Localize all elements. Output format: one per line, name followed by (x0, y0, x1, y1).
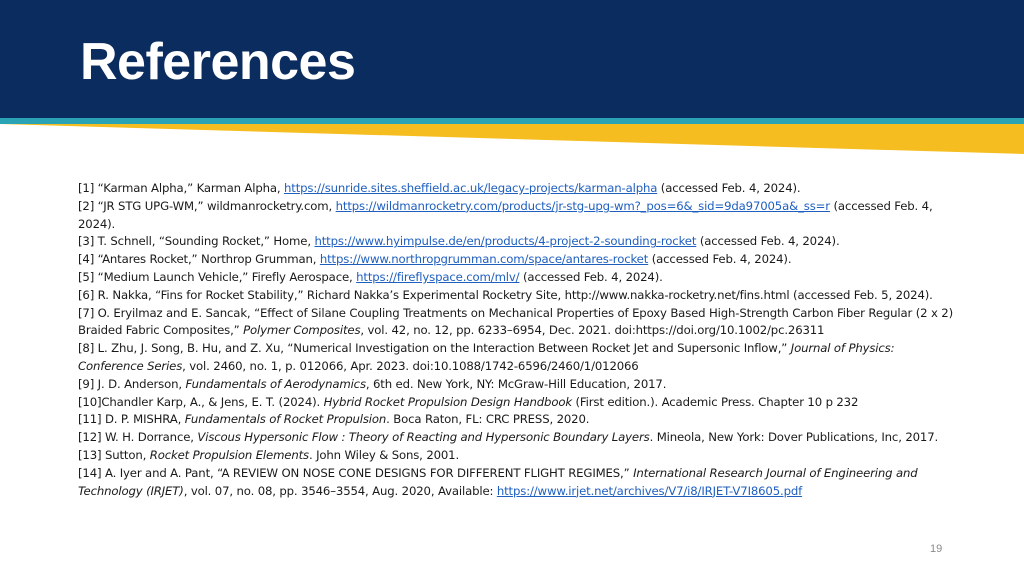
reference-text: (accessed Feb. 4, 2024). (519, 269, 663, 284)
slide-title: References (80, 33, 356, 91)
reference-item (78, 269, 958, 287)
reference-text: (First edition.). Academic Press. Chapter 10 p 232 (571, 394, 859, 409)
reference-text: [1] “Karman Alpha,” Karman Alpha, (78, 181, 285, 195)
reference-item (78, 340, 958, 376)
reference-item (78, 394, 958, 412)
reference-text: [10]Chandler Karp, A., & Jens, E. T. (2024). (78, 394, 324, 409)
reference-item (78, 233, 958, 251)
reference-link[interactable]: https://wildmanrocketry.com/products/jr-stg-upg-wm?_pos=6&_sid=9da97005a&_ss=r (335, 198, 830, 213)
reference-text: [2] “JR STG UPG-WM,” wildmanrocketry.com, (78, 198, 336, 213)
reference-text: , vol. 42, no. 12, pp. 6233–6954, Dec. 2021. doi:https://doi.org/10.1002/pc.26311 (360, 323, 825, 338)
reference-item (78, 465, 958, 501)
reference-text: [13] Sutton, (78, 447, 150, 462)
reference-text: [7] O. Eryilmaz and E. Sancak, “Effect of Silane Coupling Treatments on Mechanical Properties of Epoxy Based High-Strength Carbon Fiber Regular (2 x 2) Braided Fabric Composites,” (78, 305, 954, 338)
teal-stripe (0, 118, 1024, 124)
reference-link[interactable]: https://fireflyspace.com/mlv/ (356, 269, 520, 284)
reference-title-italic: Rocket Propulsion Elements (149, 447, 309, 462)
reference-text: [4] “Antares Rocket,” Northrop Grumman, (78, 252, 320, 267)
reference-title-italic: Journal of Physics: Conference Series (78, 341, 895, 373)
reference-item (78, 198, 958, 234)
reference-item (78, 180, 958, 198)
reference-text: . Mineola, New York: Dover Publications, Inc, 2017. (649, 430, 939, 445)
reference-item (78, 376, 958, 394)
reference-item (78, 287, 958, 305)
reference-text: (accessed Feb. 4, 2024). (648, 252, 792, 267)
reference-item (78, 305, 958, 341)
reference-text: [14] A. Iyer and A. Pant, “A REVIEW ON NOSE CONE DESIGNS FOR DIFFERENT FLIGHT REGIMES,” (78, 465, 634, 480)
reference-text: (accessed Feb. 4, 2024). (78, 198, 933, 231)
reference-title-italic: Hybrid Rocket Propulsion Design Handbook (323, 394, 572, 409)
reference-text: [9] J. D. Anderson, (78, 376, 186, 391)
reference-text: [12] W. H. Dorrance, (78, 430, 198, 445)
reference-item (78, 447, 958, 465)
references-list (78, 180, 958, 500)
reference-text: [8] L. Zhu, J. Song, B. Hu, and Z. Xu, “Numerical Investigation on the Interaction Between Rocket Jet and Supersonic Inflow,” (78, 341, 791, 356)
reference-text: , 6th ed. New York, NY: McGraw-Hill Education, 2017. (365, 376, 667, 391)
reference-title-italic: Fundamentals of Rocket Propulsion (184, 412, 387, 427)
reference-item (78, 411, 958, 429)
decorative-stripes (0, 110, 1024, 160)
reference-link[interactable]: https://www.irjet.net/archives/V7/i8/IRJET-V7I8605.pdf (496, 483, 803, 498)
reference-text: [11] D. P. MISHRA, (78, 412, 185, 427)
reference-item (78, 429, 958, 447)
reference-link[interactable]: https://www.northropgrumman.com/space/antares-rocket (319, 252, 649, 267)
reference-text: [6] R. Nakka, “Fins for Rocket Stability,” Richard Nakka’s Experimental Rocketry Site, http://www.nakka-rocketry.net/fins.html (accessed Feb. 5, 2024). (78, 287, 933, 302)
reference-text: . Boca Raton, FL: CRC PRESS, 2020. (386, 412, 590, 427)
yellow-stripe (0, 124, 1024, 154)
reference-text: (accessed Feb. 4, 2024). (657, 181, 801, 195)
reference-title-italic: Polymer Composites (243, 323, 361, 338)
title-banner (0, 0, 1024, 118)
reference-link[interactable]: https://www.hyimpulse.de/en/products/4-project-2-sounding-rocket (314, 234, 697, 249)
reference-link[interactable]: https://sunride.sites.sheffield.ac.uk/legacy-projects/karman-alpha (284, 181, 658, 195)
slide-number: 19 (930, 543, 943, 555)
reference-title-italic: International Research Journal of Engineering and Technology (IRJET) (78, 465, 918, 498)
reference-text: , vol. 07, no. 08, pp. 3546–3554, Aug. 2020, Available: (183, 483, 497, 498)
reference-text: [5] “Medium Launch Vehicle,” Firefly Aerospace, (78, 269, 357, 284)
reference-title-italic: Fundamentals of Aerodynamics (185, 376, 366, 391)
reference-title-italic: Viscous Hypersonic Flow : Theory of Reacting and Hypersonic Boundary Layers (197, 430, 650, 445)
reference-text: . John Wiley & Sons, 2001. (308, 447, 460, 462)
reference-item (78, 251, 958, 269)
reference-text: , vol. 2460, no. 1, p. 012066, Apr. 2023. doi:10.1088/1742-6596/2460/1/012066 (182, 358, 639, 373)
reference-text: (accessed Feb. 4, 2024). (696, 234, 840, 249)
reference-text: [3] T. Schnell, “Sounding Rocket,” Home, (78, 234, 315, 249)
